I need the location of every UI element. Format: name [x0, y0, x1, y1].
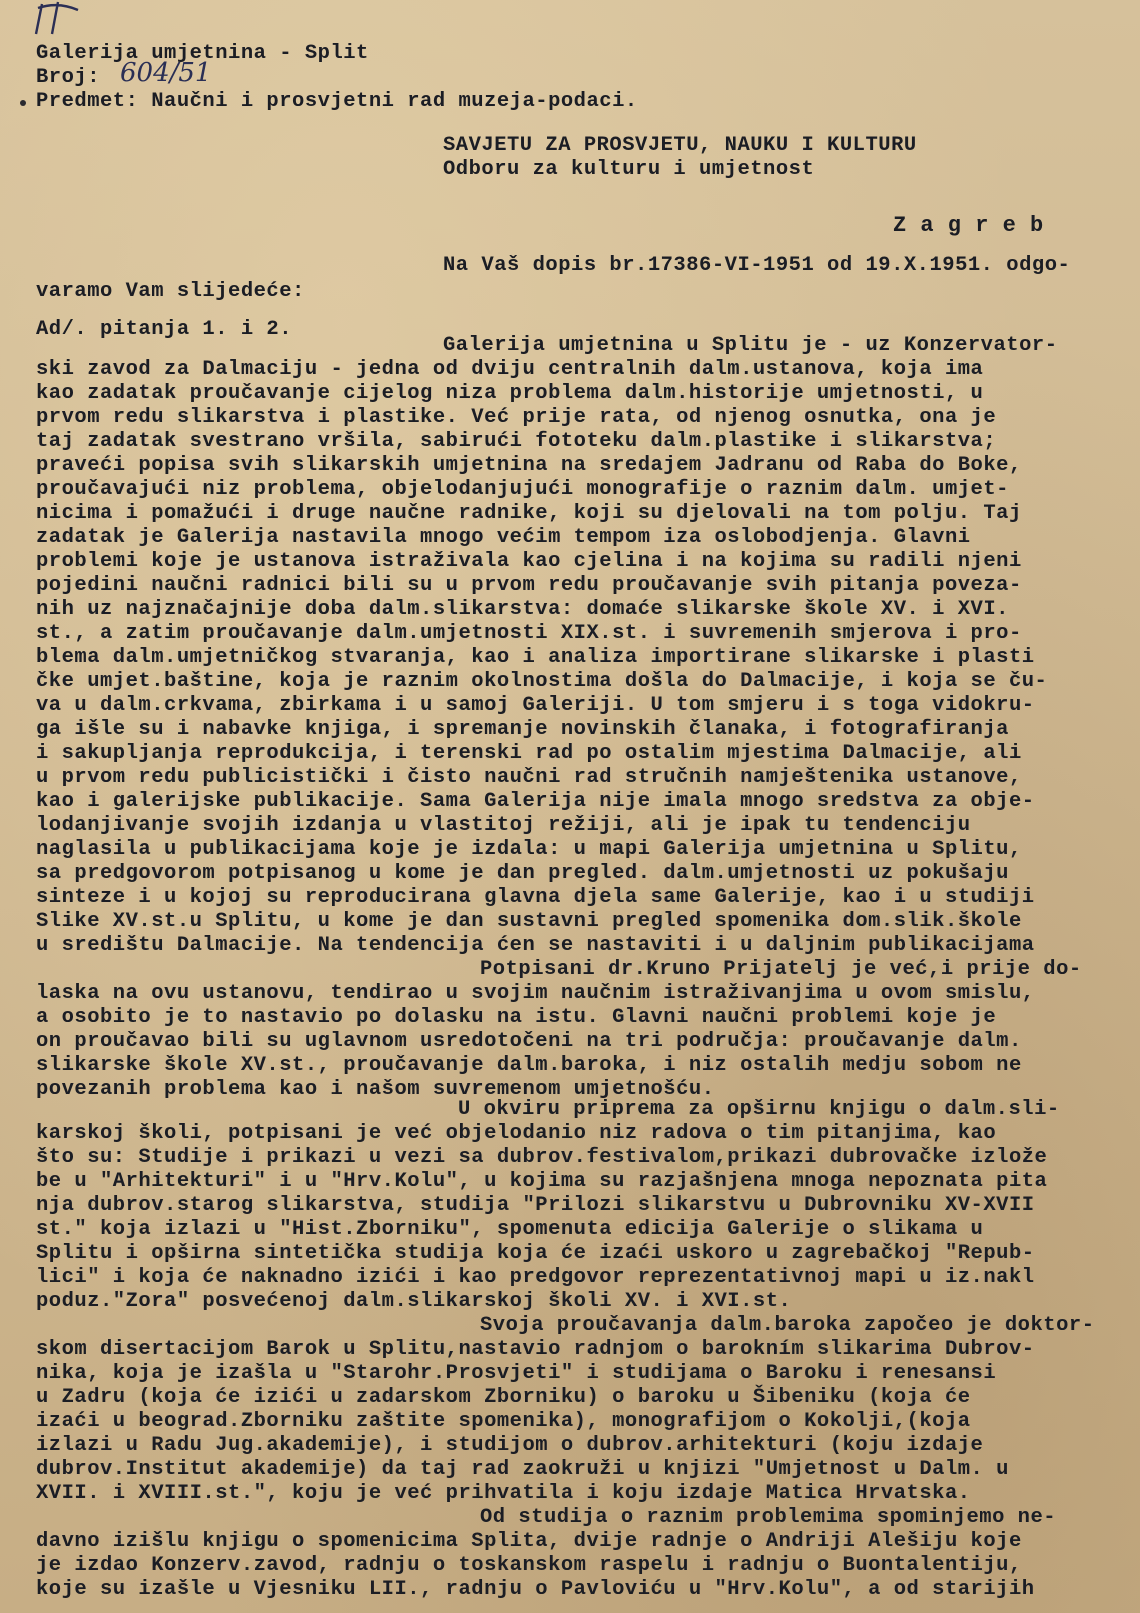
body-line: koje su izašle u Vjesniku LII., radnju o Pavloviću u "Hrv.Kolu", a od starijih: [36, 1578, 1035, 1601]
body-line: Potpisani dr.Kruno Prijatelj je već,i prije do-: [480, 958, 1082, 981]
body-line: varamo Vam slijedeće:: [36, 280, 305, 303]
body-line: st., a zatim proučavanje dalm.umjetnosti XIX.st. i suvremenih smjerova i pro-: [36, 622, 1022, 645]
body-line: praveći popisa svih slikarskih umjetnina na sredajem Jadranu od Raba do Boke,: [36, 454, 1022, 477]
city-line: Z a g r e b: [893, 213, 1044, 238]
body-line: nicima i pomažući i druge naučne radnike, koji su djelovali na tom polju. Taj: [36, 502, 1022, 525]
body-line: skom disertacijom Barok u Splitu,nastavio radnjom o barokním slikarima Dubrov-: [36, 1338, 1035, 1361]
body-line: ski zavod za Dalmaciju - jedna od dviju centralnih dalm.ustanova, koja ima: [36, 358, 984, 381]
body-line: U okviru priprema za opširnu knjigu o dalm.sli-: [458, 1098, 1060, 1121]
body-line: problemi koje je ustanova istraživala kao cjelina i na kojima su radili njeni: [36, 550, 1022, 573]
body-line: Na Vaš dopis br.17386-VI-1951 od 19.X.1951. odgo-: [443, 254, 1071, 277]
body-line: naglasila u publikacijama koje je izdala: u mapi Galerija umjetnina u Splitu,: [36, 838, 1022, 861]
body-line: dubrov.Institut akademije) da taj rad zaokruži u knjizi "Umjetnost u Dalm. u: [36, 1458, 1009, 1481]
recipient-line-2: Odboru za kulturu i umjetnost: [443, 158, 815, 181]
body-line: lodanjivanje svojih izdanja u vlastitoj režiji, ali je ipak tu tendenciju: [36, 814, 971, 837]
number-label: Broj:: [36, 66, 101, 89]
body-line: karskoj školi, potpisani je već objelodanio niz radova o tim pitanjima, kao: [36, 1122, 997, 1145]
body-line: Splitu i opširna sintetička studija koja će izaći uskoro u zagrebačkoj "Repub-: [36, 1242, 1035, 1265]
body-line: Galerija umjetnina u Splitu je - uz Konzervator-: [443, 334, 1058, 357]
body-line: sa predgovorom potpisanog u kome je dan pregled. dalm.umjetnosti uz pokušaju: [36, 862, 1009, 885]
body-line: Ad/. pitanja 1. i 2.: [36, 318, 293, 341]
body-line: izaći u beograd.Zborniku zaštite spomenika), monografijom o Kokolji,(koja: [36, 1410, 971, 1433]
body-line: on proučavao bili su uglavnom usredotočeni na tri područja: proučavanje dalm.: [36, 1030, 1022, 1053]
body-line: davno izišlu knjigu o spomenicima Splita, dvije radnje o Andriji Alešiju koje: [36, 1530, 1022, 1553]
body-line: lici" i koja će naknadno izići i kao predgovor reprezentativnoj mapi u iz.nakl: [36, 1266, 1035, 1289]
body-line: st." koja izlazi u "Hist.Zborniku", spomenuta edicija Galerije o slikama u: [36, 1218, 984, 1241]
body-line: proučavajući niz problema, objelodanjujući monografije o raznim dalm. umjet-: [36, 478, 1009, 501]
body-line: što su: Studije i prikazi u vezi sa dubrov.festivalom,prikazi dubrovačke izlože: [36, 1146, 1048, 1169]
body-line: nih uz najznačajnije doba dalm.slikarstva: domaće slikarske škole XV. i XVI.: [36, 598, 1009, 621]
body-line: Svoja proučavanja dalm.baroka započeo je doktor-: [480, 1314, 1095, 1337]
body-line: zadatak je Galerija nastavila mnogo većim tempom iza oslobodjenja. Glavni: [36, 526, 971, 549]
body-line: izlazi u Radu Jug.akademije), i studijom o dubrov.arhitekturi (koju izdaje: [36, 1434, 984, 1457]
body-line: a osobito je to nastavio po dolasku na istu. Glavni naučni problemi koje je: [36, 1006, 997, 1029]
body-line: kao i galerijske publikacije. Sama Galerija nije imala mnogo sredstva za obje-: [36, 790, 1035, 813]
body-line: slikarske škole XV.st., proučavanje dalm.baroka, i niz ostalih medju sobom ne: [36, 1054, 1022, 1077]
body-line: laska na ovu ustanovu, tendirao u svojim naučnim istraživanjima u ovom smislu,: [36, 982, 1035, 1005]
body-line: kao zadatak proučavanje cijelog niza problema dalm.historije umjetnosti, u: [36, 382, 984, 405]
body-line: i sakupljanja reprodukcija, i terenski rad po ostalim mjestima Dalmacije, ali: [36, 742, 1022, 765]
body-line: pojedini naučni radnici bili su u prvom redu proučavanje svih pitanja poveza-: [36, 574, 1022, 597]
body-line: u prvom redu publicistički i čisto naučni rad stručnih namještenika ustanove,: [36, 766, 1022, 789]
body-line: nja dubrov.starog slikarstva, studija "Prilozi slikarstvu u Dubrovniku XV-XVII: [36, 1194, 1035, 1217]
body-line: be u "Arhitekturi" i u "Hrv.Kolu", u kojima su razjašnjena mnoga nepoznata pita: [36, 1170, 1048, 1193]
handwritten-reference-number: 604/51: [120, 58, 212, 88]
body-line: nika, koja je izašla u "Starohr.Prosvjeti" i studijama o Baroku i renesansi: [36, 1362, 997, 1385]
body-line: u Zadru (koja će izići u zadarskom Zborniku) o baroku u Šibeniku (koja će: [36, 1386, 971, 1409]
body-line: XVII. i XVIII.st.", koju je već prihvatila i koju izdaje Matica Hrvatska.: [36, 1482, 971, 1505]
pen-mark-corner: [30, 0, 90, 40]
body-line: sinteze i u kojoj su reproducirana glavna djela same Galerije, kao i u studiji: [36, 886, 1035, 909]
body-line: blema dalm.umjetničkog stvaranja, kao i analiza importirane slikarske i plasti: [36, 646, 1035, 669]
body-line: povezanih problema kao i našom suvremenom umjetnošću.: [36, 1078, 715, 1101]
body-line: ga išle su i nabavke knjiga, i spremanje novinskih članaka, i fotografiranja: [36, 718, 1009, 741]
body-line: u središtu Dalmacije. Na tendencija ćen se nastaviti i u daljnim publikacijama: [36, 934, 1035, 957]
body-line: Slike XV.st.u Splitu, u kome je dan sustavni pregled spomenika dom.slik.škole: [36, 910, 1022, 933]
body-line: va u dalm.crkvama, zbirkama i u samoj Galeriji. U tom smjeru i s toga vidokru-: [36, 694, 1035, 717]
body-line: čke umjet.baštine, koja je raznim okolnostima došla do Dalmacije, i koja se ču-: [36, 670, 1048, 693]
body-line: taj zadatak svestrano vršila, sabirući fototeku dalm.plastike i slikarstva;: [36, 430, 997, 453]
body-line: Od studija o raznim problemima spominjemo ne-: [480, 1506, 1057, 1529]
body-line: prvom redu slikarstva i plastike. Već prije rata, od njenog osnutka, ona je: [36, 406, 997, 429]
body-line: poduz."Zora" posvećenoj dalm.slikarskoj školi XV. i XVI.st.: [36, 1290, 792, 1313]
body-line: je izdao Konzerv.zavod, radnju o toskanskom raspelu i radnju o Buontalentiju,: [36, 1554, 1022, 1577]
recipient-line-1: SAVJETU ZA PROSVJETU, NAUKU I KULTURU: [443, 134, 917, 157]
hole-punch-mark: [20, 100, 26, 106]
institution-line: Galerija umjetnina - Split: [36, 42, 369, 65]
subject-line: Predmet: Naučni i prosvjetni rad muzeja-podaci.: [36, 90, 638, 113]
